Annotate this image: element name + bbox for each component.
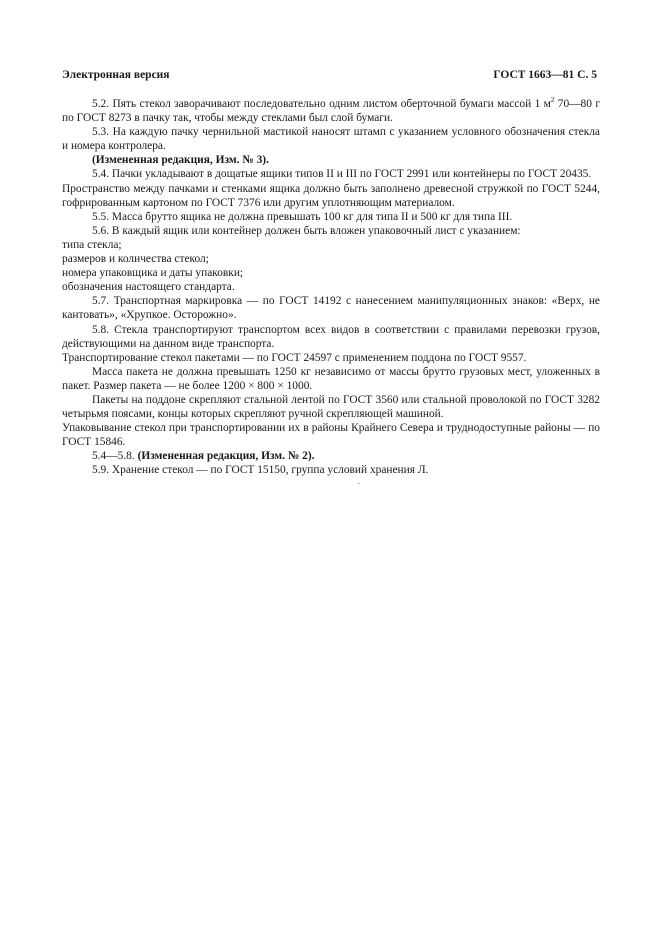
edit-note-3: (Измененная редакция, Изм. № 3). <box>92 154 269 167</box>
paragraph-5-4: 5.4. Пачки укладывают в дощатые ящики типов II и III по ГОСТ 2991 или контейнеры по ГОСТ 20435. <box>92 168 592 181</box>
list-item: обозначения настоящего стандарта. <box>62 281 235 294</box>
paragraph-5-6: 5.6. В каждый ящик или контейнер должен быть вложен упаковочный лист с указанием: <box>92 224 521 237</box>
paragraph-5-8-b: Транспортирование стекол пакетами — по ГОСТ 24597 с применением поддона по ГОСТ 9557. <box>62 351 527 364</box>
paragraph-5-2 <box>62 97 600 125</box>
paragraph-5-9: 5.9. Хранение стекол — по ГОСТ 15150, группа условий хранения Л. <box>92 464 429 477</box>
scan-speck <box>358 483 360 484</box>
paragraph-5-3: 5.3. На каждую пачку чернильной мастикой наносят штамп с указанием условного обозначения стекла и номера контролера. <box>62 126 600 153</box>
edit-note-2-text: (Измененная редакция, Изм. № 2). <box>137 450 315 463</box>
paragraph-5-2-text: 5.2. Пять стекол заворачивают последовательно одним листом оберточной бумаги массой 1 м <box>92 98 551 110</box>
paragraph-5-8-c: Масса пакета не должна превышать 1250 кг независимо от массы брутто грузовых мест, уложенных в пакет. Размер пакета — не более 1200 × 800 × 1000. <box>62 365 600 392</box>
paragraph-5-8-d: Пакеты на поддоне скрепляют стальной лентой по ГОСТ 3560 или стальной проволокой по ГОСТ 3282 четырьмя поясами, концы которых скрепляют ручной скрепляющей машиной. <box>62 393 600 421</box>
header-edition-label: Электронная версия <box>62 69 170 81</box>
paragraph-5-2-cont: 70—80 г по ГОСТ 8273 в пачку так, чтобы между стеклами был слой бумаги. <box>62 98 600 125</box>
paragraph-5-7: 5.7. Транспортная маркировка — по ГОСТ 14192 с нанесением манипуляционных знаков: «Верх, не кантовать», «Хрупкое. Осторожно». <box>62 295 600 322</box>
paragraph-5-4-b: Пространство между пачками и стенками ящика должно быть заполнено древесной стружкой по ГОСТ 5244, гофрированным картоном по ГОСТ 7376 или другим уплотняющим материалом. <box>62 182 600 209</box>
list-item: номера упаковщика и даты упаковки; <box>62 267 244 280</box>
header-standard-page: ГОСТ 1663—81 С. 5 <box>493 69 597 81</box>
document-body <box>62 97 600 478</box>
edit-note-2 <box>62 449 600 463</box>
paragraph-5-8-e: Упаковывание стекол при транспортировании их в районы Крайнего Севера и труднодоступные районы — по ГОСТ 15846. <box>62 422 600 449</box>
superscript-2: 2 <box>550 96 555 105</box>
list-item: типа стекла; <box>62 238 122 251</box>
paragraph-5-8: 5.8. Стекла транспортируют транспортом всех видов в соответствии с правилами перевозки грузов, действующими на данном виде транспорта. <box>62 323 600 350</box>
list-item: размеров и количества стекол; <box>62 253 209 266</box>
edit-note-2-prefix: 5.4—5.8. <box>92 450 138 463</box>
paragraph-5-5: 5.5. Масса брутто ящика не должна превышать 100 кг для типа II и 500 кг для типа III. <box>92 210 513 223</box>
